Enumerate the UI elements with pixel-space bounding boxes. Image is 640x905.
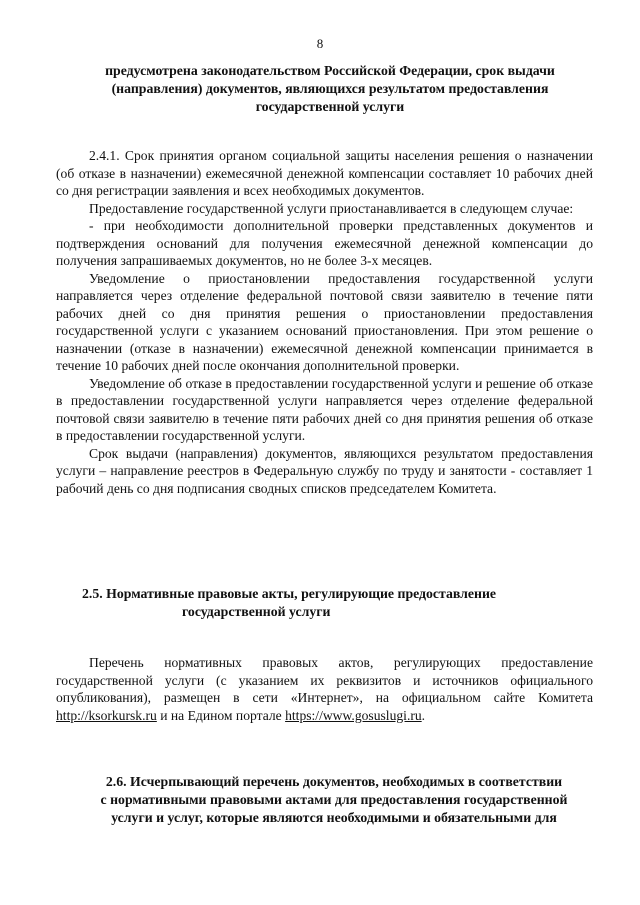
section-2-6-heading [64, 773, 604, 827]
heading-line: 2.5. Нормативные правовые акты, регулирующие предоставление [82, 586, 497, 601]
gosuslugi-link[interactable]: https://www.gosuslugi.ru [285, 707, 422, 723]
paragraph: 2.4.1. Срок принятия органом социальной защиты населения решения о назначении (об отказе в назначении) ежемесячной денежной компенсации составляет 10 рабочих дней со дня регистрации заявления и всех необходимых документов. [56, 148, 593, 198]
heading-line: с нормативными правовыми актами для предоставления государственной [100, 792, 568, 807]
heading-line: государственной услуги [255, 99, 405, 114]
text-segment: Перечень нормативных правовых актов, регулирующих предоставление государственной услуги (с указанием их реквизитов и источников официального опубликования), размещен в сети «Интернет», на официальном сайте Комитета [56, 655, 593, 705]
paragraph: Уведомление о приостановлении предоставления государственной услуги направляется через отделение федеральной почтовой связи заявителю в течение пяти рабочих дней со дня принятия решения о приостановлении предоставления государственной услуги с указанием оснований приостановления. При этом решение о назначении (отказе в назначении) ежемесячной денежной компенсации принимается в течение 10 рабочих дней после окончания дополнительной проверки. [56, 270, 593, 373]
section-2-4-1 [56, 147, 593, 497]
paragraph: - при необходимости дополнительной проверки представленных документов и подтверждения оснований для получения ежемесячной денежной компенсации до получения запрашиваемых документов, но не более 3-х месяцев. [56, 218, 593, 268]
paragraph: Уведомление об отказе в предоставлении государственной услуги и решение об отказе в предоставлении государственной услуги направляется через отделение федеральной почтовой связи заявителю в течение пяти рабочих дней со дня принятия решения об отказе в предоставлении государственной услуги. [56, 375, 593, 443]
section-2-5-text [56, 654, 593, 724]
heading-line: государственной услуги [182, 604, 331, 619]
page-number: 8 [316, 36, 324, 51]
paragraph: Предоставление государственной услуги приостанавливается в следующем случае: [89, 200, 574, 216]
heading-line: 2.6. Исчерпывающий перечень документов, необходимых в соответствии [105, 774, 563, 789]
heading-line: услуги и услуг, которые являются необходимыми и обязательными для [111, 810, 557, 825]
ksorkursk-link[interactable]: http://ksorkursk.ru [56, 707, 157, 723]
section-2-5-heading [82, 585, 562, 621]
text-segment: и на Едином портале [156, 707, 286, 723]
text-segment: . [421, 707, 426, 723]
paragraph: Срок выдачи (направления) документов, являющихся результатом предоставления услуги – направление реестров в Федеральную службу по труду и занятости - составляет 1 рабочий день со дня подписания сводных списков председателем Комитета. [56, 445, 593, 496]
paragraph [56, 654, 593, 724]
heading-line: (направления) документов, являющихся результатом предоставления [111, 81, 549, 96]
heading-line: предусмотрена законодательством Российской Федерации, срок выдачи [105, 63, 555, 78]
section-heading-continued [60, 62, 600, 116]
